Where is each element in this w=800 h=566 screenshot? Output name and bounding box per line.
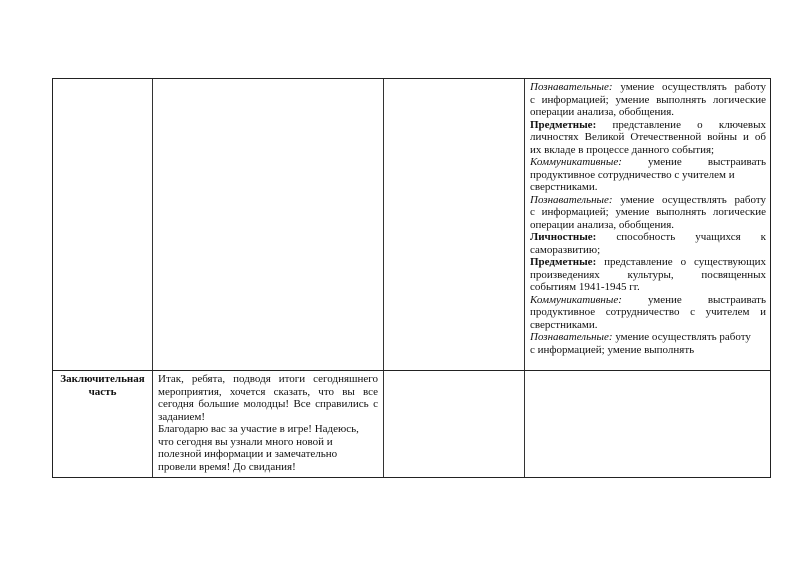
- text-line: [158, 423, 378, 436]
- line-text: полезной информации и замечательно: [158, 448, 338, 460]
- text-line: [530, 306, 766, 319]
- text-line: [530, 181, 766, 194]
- line-text: способность учащихся к: [616, 231, 766, 243]
- line-text: с информацией; умение выполнять логические: [530, 206, 766, 218]
- outcome-category-label: Познавательные:: [530, 331, 613, 343]
- text-line: [530, 269, 766, 282]
- line-text: событиям 1941-1945 гг.: [530, 281, 640, 293]
- line-text: личностях Великой Отечественной войны и об: [530, 131, 766, 143]
- line-text: провели время! До свидания!: [158, 460, 296, 473]
- row-divider: [53, 370, 770, 371]
- outcome-category-label: Коммуникативные:: [530, 293, 622, 306]
- line-text: операции анализа, обобщения.: [530, 218, 675, 231]
- outcome-category-label: Личностные:: [530, 231, 597, 243]
- teacher-activity-cell: [158, 373, 378, 473]
- line-text: умение осуществлять работу: [615, 331, 751, 343]
- line-text: что сегодня вы узнали много новой и: [158, 435, 333, 448]
- stage-name-cell: [53, 373, 152, 398]
- text-line: [530, 106, 766, 119]
- column-divider: [524, 79, 525, 477]
- line-text: умение осуществлять работу: [620, 193, 766, 206]
- line-text: заданием!: [158, 410, 205, 423]
- text-line: [530, 244, 766, 257]
- line-text: саморазвитию;: [530, 243, 601, 256]
- text-line: [530, 219, 766, 232]
- line-text: с информацией; умение выполнять: [530, 343, 695, 356]
- text-line: [530, 206, 766, 219]
- text-line: [158, 398, 378, 411]
- text-line: [530, 131, 766, 144]
- outcome-category-label: Познавательные:: [530, 81, 613, 93]
- learning-outcomes-cell: [530, 81, 766, 356]
- text-line: [530, 294, 766, 307]
- column-divider: [152, 79, 153, 477]
- line-text: произведениях культуры, посвященных: [530, 268, 766, 281]
- outcome-category-label: Познавательные:: [530, 193, 613, 206]
- line-text: продуктивное сотрудничество с учителем и: [530, 306, 766, 318]
- text-line: [530, 169, 766, 182]
- stage-name-line: часть: [88, 385, 117, 398]
- outcome-category-label: Коммуникативные:: [530, 156, 622, 168]
- text-line: [530, 256, 766, 269]
- text-line: [530, 144, 766, 157]
- line-text: сегодня большие молодцы! Все справились с: [158, 398, 378, 410]
- line-text: умение осуществлять работу: [620, 81, 766, 93]
- line-text: продуктивное сотрудничество с учителем и: [530, 168, 735, 181]
- text-line: [530, 319, 766, 332]
- text-line: [530, 156, 766, 169]
- line-text: сверстниками.: [530, 181, 598, 193]
- text-line: [530, 281, 766, 294]
- text-line: [530, 119, 766, 132]
- column-divider: [383, 79, 384, 477]
- outcome-category-label: Предметные:: [530, 256, 597, 268]
- line-text: их вкладе в процессе данного события;: [530, 143, 715, 156]
- line-text: умение выстраивать: [647, 156, 766, 168]
- line-text: мероприятия, хочется сказать, что вы все: [158, 385, 378, 398]
- line-text: Благодарю вас за участие в игре! Надеюсь,: [158, 423, 359, 435]
- line-text: представление о ключевых: [612, 118, 766, 131]
- text-line: [158, 386, 378, 399]
- text-line: [530, 81, 766, 94]
- line-text: с информацией; умение выполнять логические: [530, 93, 766, 106]
- text-line: [530, 94, 766, 107]
- text-line: [530, 231, 766, 244]
- line-text: сверстниками.: [530, 318, 598, 331]
- text-line: [530, 331, 766, 344]
- text-line: [158, 461, 378, 474]
- line-text: Итак, ребята, подводя итоги сегодняшнего: [158, 373, 378, 385]
- text-line: [158, 411, 378, 424]
- outcome-category-label: Предметные:: [530, 118, 597, 131]
- line-text: операции анализа, обобщения.: [530, 106, 675, 118]
- text-line: [158, 436, 378, 449]
- text-line: [530, 194, 766, 207]
- text-line: [158, 448, 378, 461]
- stage-name-line: Заключительная: [60, 373, 145, 385]
- lesson-plan-table: [52, 78, 771, 478]
- text-line: [530, 344, 766, 357]
- line-text: умение выстраивать: [647, 293, 766, 306]
- text-line: [158, 373, 378, 386]
- line-text: представление о существующих: [604, 256, 766, 268]
